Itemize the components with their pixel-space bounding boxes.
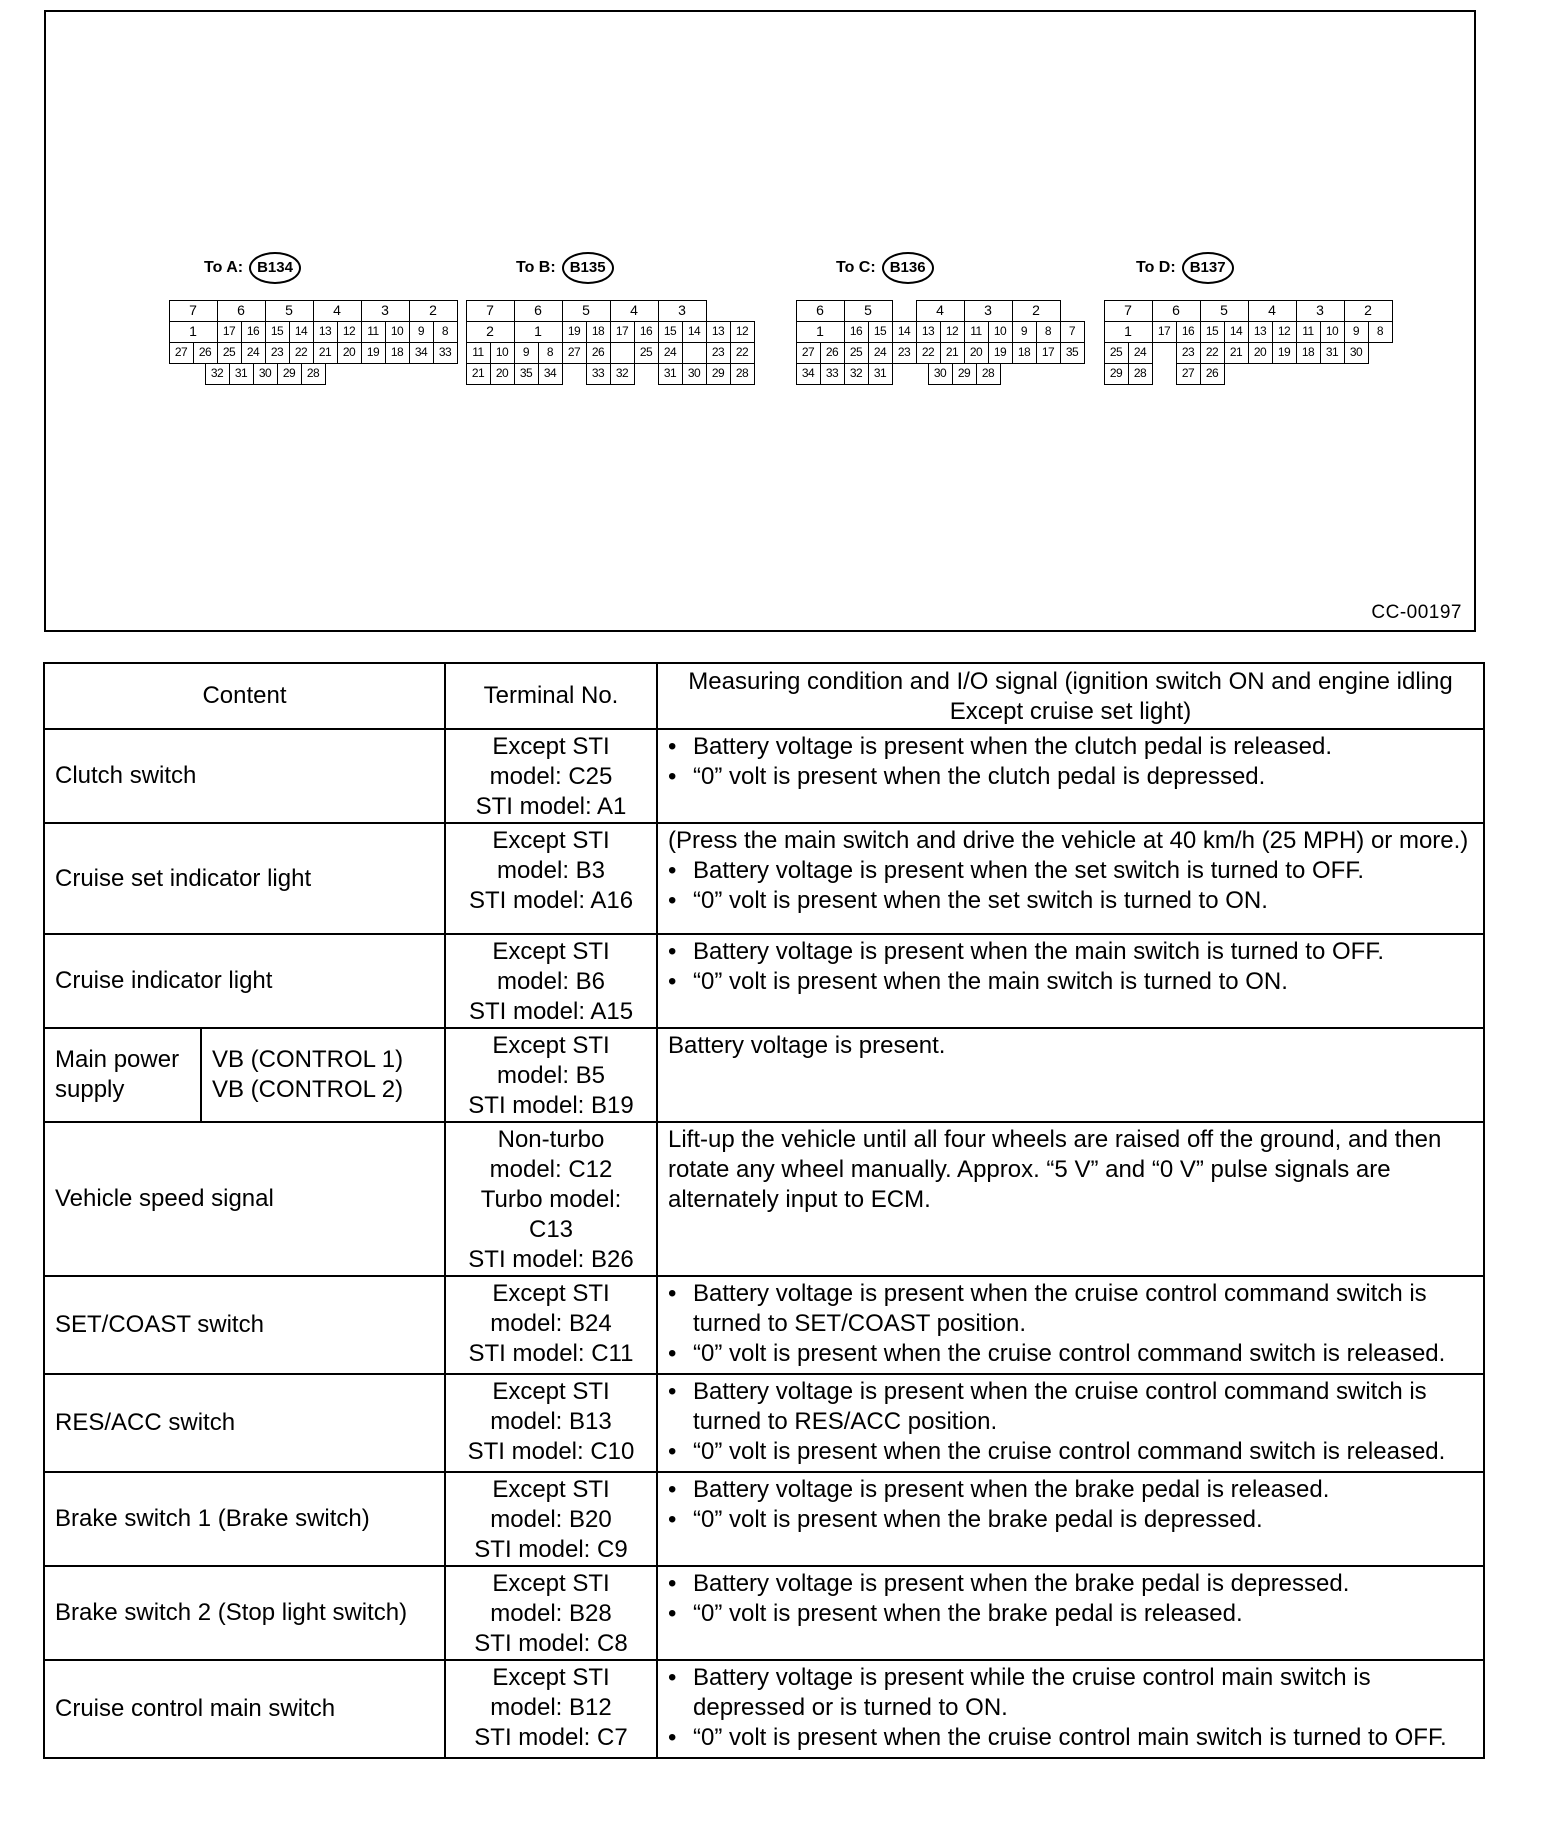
- terminal-line: C13: [528, 1216, 574, 1243]
- terminal-line: Non-turbo: [497, 1126, 605, 1153]
- condition-bullet-text: Battery voltage is present when the cruise control command switch is turned to SET/COAST position.: [693, 1280, 1427, 1337]
- pin-gap: [169, 363, 205, 384]
- connector-code-oval: B135: [562, 252, 614, 284]
- table-row: [44, 934, 1484, 1028]
- connector-label-d: [1136, 252, 1234, 284]
- terminal-line: Except STI: [492, 1280, 610, 1307]
- pin-cell: 30: [928, 363, 953, 385]
- pin-cell: 28: [301, 363, 326, 385]
- condition-bullet-text: “0” volt is present when the brake pedal is released.: [693, 1600, 1243, 1627]
- pin-cell: 9: [1344, 321, 1369, 343]
- bullet-dot: •: [668, 763, 677, 790]
- condition-cell: [657, 729, 1484, 823]
- pin-cell: 15: [868, 321, 893, 343]
- terminal-line: STI model: B19: [468, 1092, 634, 1119]
- condition-bullet-text: “0” volt is present when the brake pedal is depressed.: [693, 1506, 1263, 1533]
- condition-bullet: [668, 1377, 1475, 1437]
- pin-cell: 29: [277, 363, 302, 385]
- pin-cell: 26: [1200, 363, 1225, 385]
- terminal-line: model: B5: [496, 1062, 606, 1089]
- figure-code: CC-00197: [1371, 602, 1462, 623]
- bullet-dot: •: [668, 1664, 677, 1691]
- connector-figure: [44, 10, 1476, 632]
- terminal-cell: [445, 1374, 657, 1472]
- bullet-dot: •: [668, 1476, 677, 1503]
- pin-cell: 11: [964, 321, 989, 343]
- pin-cell: 22: [730, 342, 755, 364]
- pin-cell: 23: [892, 342, 917, 364]
- condition-text: Battery voltage is present.: [668, 1032, 946, 1059]
- bullet-dot: •: [668, 887, 677, 914]
- pin-cell: 13: [1248, 321, 1273, 343]
- connector-pinout-a: [169, 300, 457, 384]
- condition-cell: [657, 1122, 1484, 1276]
- header-condition: Measuring condition and I/O signal (ignition switch ON and engine idling Except cruise set light): [657, 663, 1484, 729]
- terminal-line: Except STI: [492, 1476, 610, 1503]
- pin-cell: 3: [1296, 300, 1345, 322]
- pin-cell: 29: [1104, 363, 1129, 385]
- pin-cell: 30: [682, 363, 707, 385]
- pin-cell: 4: [313, 300, 362, 322]
- terminal-line: STI model: B26: [468, 1246, 634, 1273]
- pin-cell: 29: [952, 363, 977, 385]
- pin-cell: 21: [940, 342, 965, 364]
- terminal-line: Except STI: [492, 1664, 610, 1691]
- condition-bullet-text: Battery voltage is present when the brake pedal is depressed.: [693, 1570, 1350, 1597]
- terminal-line: model: B24: [490, 1310, 612, 1337]
- pin-cell: 18: [586, 321, 611, 343]
- pin-cell: 18: [1296, 342, 1321, 364]
- pin-cell: 6: [796, 300, 845, 322]
- pin-cell: 12: [1272, 321, 1297, 343]
- pin-cell: 21: [1224, 342, 1249, 364]
- pin-cell: 10: [1320, 321, 1345, 343]
- pin-cell: 10: [385, 321, 410, 343]
- pin-cell: 1: [514, 321, 563, 343]
- connector-prefix: To B:: [516, 259, 556, 276]
- table-row: [44, 1122, 1484, 1276]
- content-cell: Brake switch 2 (Stop light switch): [44, 1566, 445, 1660]
- condition-cell: [657, 823, 1484, 934]
- pin-cell: 33: [433, 342, 458, 364]
- table-row: [44, 1566, 1484, 1660]
- pin-cell: 23: [265, 342, 290, 364]
- terminal-cell: [445, 1028, 657, 1122]
- condition-bullet-text: Battery voltage is present when the cruise control command switch is turned to RES/ACC position.: [693, 1378, 1427, 1435]
- pin-cell: 33: [820, 363, 845, 385]
- pin-gap: [1152, 342, 1176, 363]
- connector-pinout-b: [466, 300, 754, 384]
- bullet-dot: •: [668, 938, 677, 965]
- terminal-cell: [445, 823, 657, 934]
- pin-cell: 12: [337, 321, 362, 343]
- pin-cell: 27: [169, 342, 194, 364]
- pin-cell: 33: [586, 363, 611, 385]
- pin-gap: [892, 300, 916, 321]
- condition-bullet: [668, 1569, 1475, 1599]
- terminal-line: Except STI: [492, 938, 610, 965]
- condition-cell: [657, 1660, 1484, 1758]
- bullet-dot: •: [668, 1506, 677, 1533]
- terminal-line: model: B12: [490, 1694, 612, 1721]
- terminal-cell: [445, 1472, 657, 1566]
- pin-gap: [610, 342, 634, 363]
- table-row: [44, 729, 1484, 823]
- table-header-row: [44, 663, 1484, 729]
- pin-cell: 19: [1272, 342, 1297, 364]
- content-cell: Vehicle speed signal: [44, 1122, 445, 1276]
- pin-cell: 32: [205, 363, 230, 385]
- content-cell: Cruise control main switch: [44, 1660, 445, 1758]
- pin-cell: 18: [1012, 342, 1037, 364]
- pin-cell: 17: [1036, 342, 1061, 364]
- pin-cell: 8: [1036, 321, 1061, 343]
- pin-cell: 32: [844, 363, 869, 385]
- bullet-dot: •: [668, 1570, 677, 1597]
- condition-bullet: [668, 1599, 1475, 1629]
- terminal-line: STI model: C11: [468, 1340, 634, 1367]
- pin-cell: 24: [241, 342, 266, 364]
- pin-cell: 4: [1248, 300, 1297, 322]
- pin-cell: 22: [1200, 342, 1225, 364]
- connector-pinout-c: [796, 300, 1084, 384]
- pin-cell: 23: [1176, 342, 1201, 364]
- pin-cell: 6: [514, 300, 563, 322]
- pin-cell: 15: [658, 321, 683, 343]
- condition-bullet: [668, 1437, 1475, 1467]
- pin-cell: 7: [1104, 300, 1153, 322]
- content-sub-line: VB (CONTROL 2): [212, 1076, 404, 1103]
- pin-cell: 29: [706, 363, 731, 385]
- pin-cell: 11: [466, 342, 491, 364]
- condition-text: Lift-up the vehicle until all four wheels are raised off the ground, and then rotate any wheel manually. Approx. “5 V” and “0 V” pulse signals are alternately input to ECM.: [668, 1126, 1442, 1213]
- pin-cell: 28: [730, 363, 755, 385]
- table-row: [44, 1276, 1484, 1374]
- terminal-line: STI model: A15: [468, 998, 634, 1025]
- pin-cell: 35: [1060, 342, 1085, 364]
- terminal-line: STI model: C8: [474, 1630, 628, 1657]
- pin-cell: 24: [1128, 342, 1153, 364]
- terminal-cell: [445, 1122, 657, 1276]
- condition-bullet-text: “0” volt is present when the cruise control command switch is released.: [693, 1438, 1446, 1465]
- condition-bullet: [668, 1339, 1475, 1369]
- condition-bullet: [668, 1279, 1475, 1339]
- condition-bullet: [668, 1723, 1475, 1753]
- pin-cell: 8: [1368, 321, 1393, 343]
- pin-cell: 25: [634, 342, 659, 364]
- pin-cell: 12: [730, 321, 755, 343]
- pin-cell: 14: [1224, 321, 1249, 343]
- connector-pinout-d: [1104, 300, 1392, 384]
- pin-cell: 34: [796, 363, 821, 385]
- header-terminal: Terminal No.: [445, 663, 657, 729]
- terminal-line: Except STI: [492, 1378, 610, 1405]
- terminal-line: model: C12: [489, 1156, 613, 1183]
- terminal-line: model: B3: [496, 857, 606, 884]
- pin-cell: 13: [916, 321, 941, 343]
- pin-cell: 17: [217, 321, 242, 343]
- bullet-dot: •: [668, 1340, 677, 1367]
- condition-bullet: [668, 732, 1475, 762]
- pin-cell: 28: [1128, 363, 1153, 385]
- pin-cell: 9: [1012, 321, 1037, 343]
- terminal-line: model: B20: [490, 1506, 612, 1533]
- pin-cell: 7: [466, 300, 515, 322]
- pin-cell: 9: [409, 321, 434, 343]
- terminal-line: STI model: A1: [475, 793, 627, 820]
- terminal-line: STI model: C9: [474, 1536, 628, 1563]
- pin-cell: 6: [217, 300, 266, 322]
- bullet-dot: •: [668, 1280, 677, 1307]
- pin-cell: 15: [1200, 321, 1225, 343]
- pin-gap: [1368, 342, 1392, 363]
- pin-gap: [682, 342, 706, 363]
- condition-bullet-text: Battery voltage is present when the set switch is turned to OFF.: [693, 857, 1364, 884]
- pin-cell: 5: [265, 300, 314, 322]
- pin-cell: 31: [658, 363, 683, 385]
- content-subcell: [201, 1028, 445, 1122]
- table-row: [44, 1472, 1484, 1566]
- bullet-dot: •: [668, 1600, 677, 1627]
- connector-prefix: To D:: [1136, 259, 1176, 276]
- pin-cell: 19: [562, 321, 587, 343]
- condition-cell: [657, 1374, 1484, 1472]
- pin-cell: 26: [586, 342, 611, 364]
- pin-cell: 25: [217, 342, 242, 364]
- condition-bullet: [668, 1475, 1475, 1505]
- pin-cell: 19: [361, 342, 386, 364]
- bullet-dot: •: [668, 968, 677, 995]
- condition-bullet: [668, 886, 1475, 916]
- table-row: [44, 1374, 1484, 1472]
- bullet-dot: •: [668, 1378, 677, 1405]
- connector-prefix: To C:: [836, 259, 876, 276]
- pin-cell: 31: [868, 363, 893, 385]
- condition-bullet: [668, 937, 1475, 967]
- pin-cell: 10: [988, 321, 1013, 343]
- pin-cell: 2: [1344, 300, 1393, 322]
- pin-gap: [634, 363, 658, 384]
- pin-cell: 34: [409, 342, 434, 364]
- connector-code-oval: B134: [249, 252, 301, 284]
- pin-cell: 17: [610, 321, 635, 343]
- terminal-line: STI model: C10: [467, 1438, 635, 1465]
- table-row: [44, 1028, 1484, 1122]
- connector-prefix: To A:: [204, 259, 244, 276]
- condition-bullet-text: Battery voltage is present when the clutch pedal is released.: [693, 733, 1333, 760]
- pin-cell: 2: [466, 321, 515, 343]
- pin-cell: 3: [964, 300, 1013, 322]
- pin-cell: 14: [682, 321, 707, 343]
- content-cell: Main power supply: [44, 1028, 201, 1122]
- pin-cell: 7: [169, 300, 218, 322]
- table-row: [44, 823, 1484, 934]
- condition-bullet-text: Battery voltage is present when the brake pedal is released.: [693, 1476, 1330, 1503]
- pin-cell: 21: [313, 342, 338, 364]
- pin-cell: 8: [538, 342, 563, 364]
- condition-bullet-text: “0” volt is present when the cruise control main switch is turned to OFF.: [693, 1724, 1447, 1751]
- pin-cell: 25: [844, 342, 869, 364]
- pin-cell: 4: [610, 300, 659, 322]
- pin-cell: 16: [241, 321, 266, 343]
- terminal-cell: [445, 1566, 657, 1660]
- terminal-line: STI model: C7: [474, 1724, 628, 1751]
- content-cell: SET/COAST switch: [44, 1276, 445, 1374]
- content-cell: RES/ACC switch: [44, 1374, 445, 1472]
- pin-cell: 27: [562, 342, 587, 364]
- terminal-line: model: C25: [489, 763, 613, 790]
- condition-cell: [657, 1566, 1484, 1660]
- condition-cell: [657, 1276, 1484, 1374]
- terminal-line: Except STI: [492, 733, 610, 760]
- pin-cell: 7: [1060, 321, 1085, 343]
- header-content: Content: [44, 663, 445, 729]
- pin-cell: 2: [409, 300, 458, 322]
- pin-cell: 12: [940, 321, 965, 343]
- terminal-cell: [445, 1660, 657, 1758]
- pin-cell: 17: [1152, 321, 1177, 343]
- pin-cell: 30: [1344, 342, 1369, 364]
- connector-label-c: [836, 252, 934, 284]
- content-cell: Brake switch 1 (Brake switch): [44, 1472, 445, 1566]
- pin-cell: 3: [361, 300, 410, 322]
- bullet-dot: •: [668, 857, 677, 884]
- condition-bullet: [668, 1663, 1475, 1723]
- connector-code-oval: B137: [1182, 252, 1234, 284]
- content-cell: Cruise set indicator light: [44, 823, 445, 934]
- terminal-line: model: B6: [496, 968, 606, 995]
- table-row: [44, 1660, 1484, 1758]
- pin-cell: 26: [193, 342, 218, 364]
- pin-cell: 10: [490, 342, 515, 364]
- pin-cell: 22: [916, 342, 941, 364]
- pin-cell: 9: [514, 342, 539, 364]
- pin-cell: 1: [1104, 321, 1153, 343]
- terminal-line: Turbo model:: [480, 1186, 622, 1213]
- pin-cell: 16: [844, 321, 869, 343]
- condition-bullet: [668, 967, 1475, 997]
- connector-code-oval: B136: [882, 252, 934, 284]
- pin-cell: 23: [706, 342, 731, 364]
- bullet-dot: •: [668, 733, 677, 760]
- pin-cell: 13: [706, 321, 731, 343]
- pin-cell: 26: [820, 342, 845, 364]
- pin-gap: [1152, 363, 1176, 384]
- pin-cell: 18: [385, 342, 410, 364]
- pin-cell: 2: [1012, 300, 1061, 322]
- connector-label-a: [204, 252, 301, 284]
- terminal-line: Except STI: [492, 1570, 610, 1597]
- pin-cell: 20: [337, 342, 362, 364]
- pin-cell: 27: [796, 342, 821, 364]
- condition-cell: [657, 934, 1484, 1028]
- content-sub-line: VB (CONTROL 1): [212, 1046, 404, 1073]
- pin-cell: 8: [433, 321, 458, 343]
- pin-cell: 27: [1176, 363, 1201, 385]
- condition-bullet-text: “0” volt is present when the clutch pedal is depressed.: [693, 763, 1266, 790]
- pin-cell: 22: [289, 342, 314, 364]
- condition-cell: [657, 1028, 1484, 1122]
- condition-bullet-text: “0” volt is present when the set switch is turned to ON.: [693, 887, 1268, 914]
- terminal-cell: [445, 1276, 657, 1374]
- pin-gap: [706, 300, 730, 321]
- pin-cell: 20: [1248, 342, 1273, 364]
- pin-cell: 32: [610, 363, 635, 385]
- terminal-cell: [445, 729, 657, 823]
- pin-cell: 5: [1200, 300, 1249, 322]
- bullet-dot: •: [668, 1724, 677, 1751]
- pin-cell: 11: [361, 321, 386, 343]
- pin-cell: 1: [796, 321, 845, 343]
- pin-cell: 15: [265, 321, 290, 343]
- pin-cell: 24: [658, 342, 683, 364]
- condition-text: (Press the main switch and drive the vehicle at 40 km/h (25 MPH) or more.): [668, 827, 1469, 854]
- connector-label-b: [516, 252, 614, 284]
- pin-cell: 34: [538, 363, 563, 385]
- pin-cell: 4: [916, 300, 965, 322]
- terminal-line: model: B13: [490, 1408, 612, 1435]
- table-body: [44, 729, 1484, 1758]
- pin-cell: 31: [229, 363, 254, 385]
- terminal-line: Except STI: [492, 1032, 610, 1059]
- pin-cell: 21: [466, 363, 491, 385]
- condition-cell: [657, 1472, 1484, 1566]
- content-cell: Cruise indicator light: [44, 934, 445, 1028]
- terminal-line: Except STI: [492, 827, 610, 854]
- condition-bullet: [668, 1505, 1475, 1535]
- condition-bullet-text: “0” volt is present when the cruise control command switch is released.: [693, 1340, 1446, 1367]
- terminal-line: model: B28: [490, 1600, 612, 1627]
- pin-cell: 25: [1104, 342, 1129, 364]
- pin-cell: 16: [1176, 321, 1201, 343]
- pin-cell: 30: [253, 363, 278, 385]
- condition-bullet-text: “0” volt is present when the main switch is turned to ON.: [693, 968, 1288, 995]
- pin-cell: 13: [313, 321, 338, 343]
- pin-cell: 5: [844, 300, 893, 322]
- bullet-dot: •: [668, 1438, 677, 1465]
- pin-cell: 14: [892, 321, 917, 343]
- pin-cell: 6: [1152, 300, 1201, 322]
- pin-cell: 11: [1296, 321, 1321, 343]
- pin-cell: 16: [634, 321, 659, 343]
- content-cell: Clutch switch: [44, 729, 445, 823]
- condition-bullet-text: Battery voltage is present while the cruise control main switch is depressed or is turned to ON.: [693, 1664, 1371, 1721]
- pin-cell: 5: [562, 300, 611, 322]
- pin-cell: 35: [514, 363, 539, 385]
- condition-bullet: [668, 762, 1475, 792]
- pin-cell: 31: [1320, 342, 1345, 364]
- pin-gap: [562, 363, 586, 384]
- pin-cell: 14: [289, 321, 314, 343]
- pin-cell: 3: [658, 300, 707, 322]
- pin-cell: 24: [868, 342, 893, 364]
- condition-bullet: [668, 856, 1475, 886]
- pin-cell: 20: [490, 363, 515, 385]
- pin-cell: 19: [988, 342, 1013, 364]
- condition-bullet-text: Battery voltage is present when the main switch is turned to OFF.: [693, 938, 1384, 965]
- pin-cell: 28: [976, 363, 1001, 385]
- terminal-line: STI model: A16: [468, 887, 634, 914]
- pin-cell: 20: [964, 342, 989, 364]
- signal-table: [43, 662, 1485, 1759]
- terminal-cell: [445, 934, 657, 1028]
- pin-gap: [892, 363, 928, 384]
- pin-cell: 1: [169, 321, 218, 343]
